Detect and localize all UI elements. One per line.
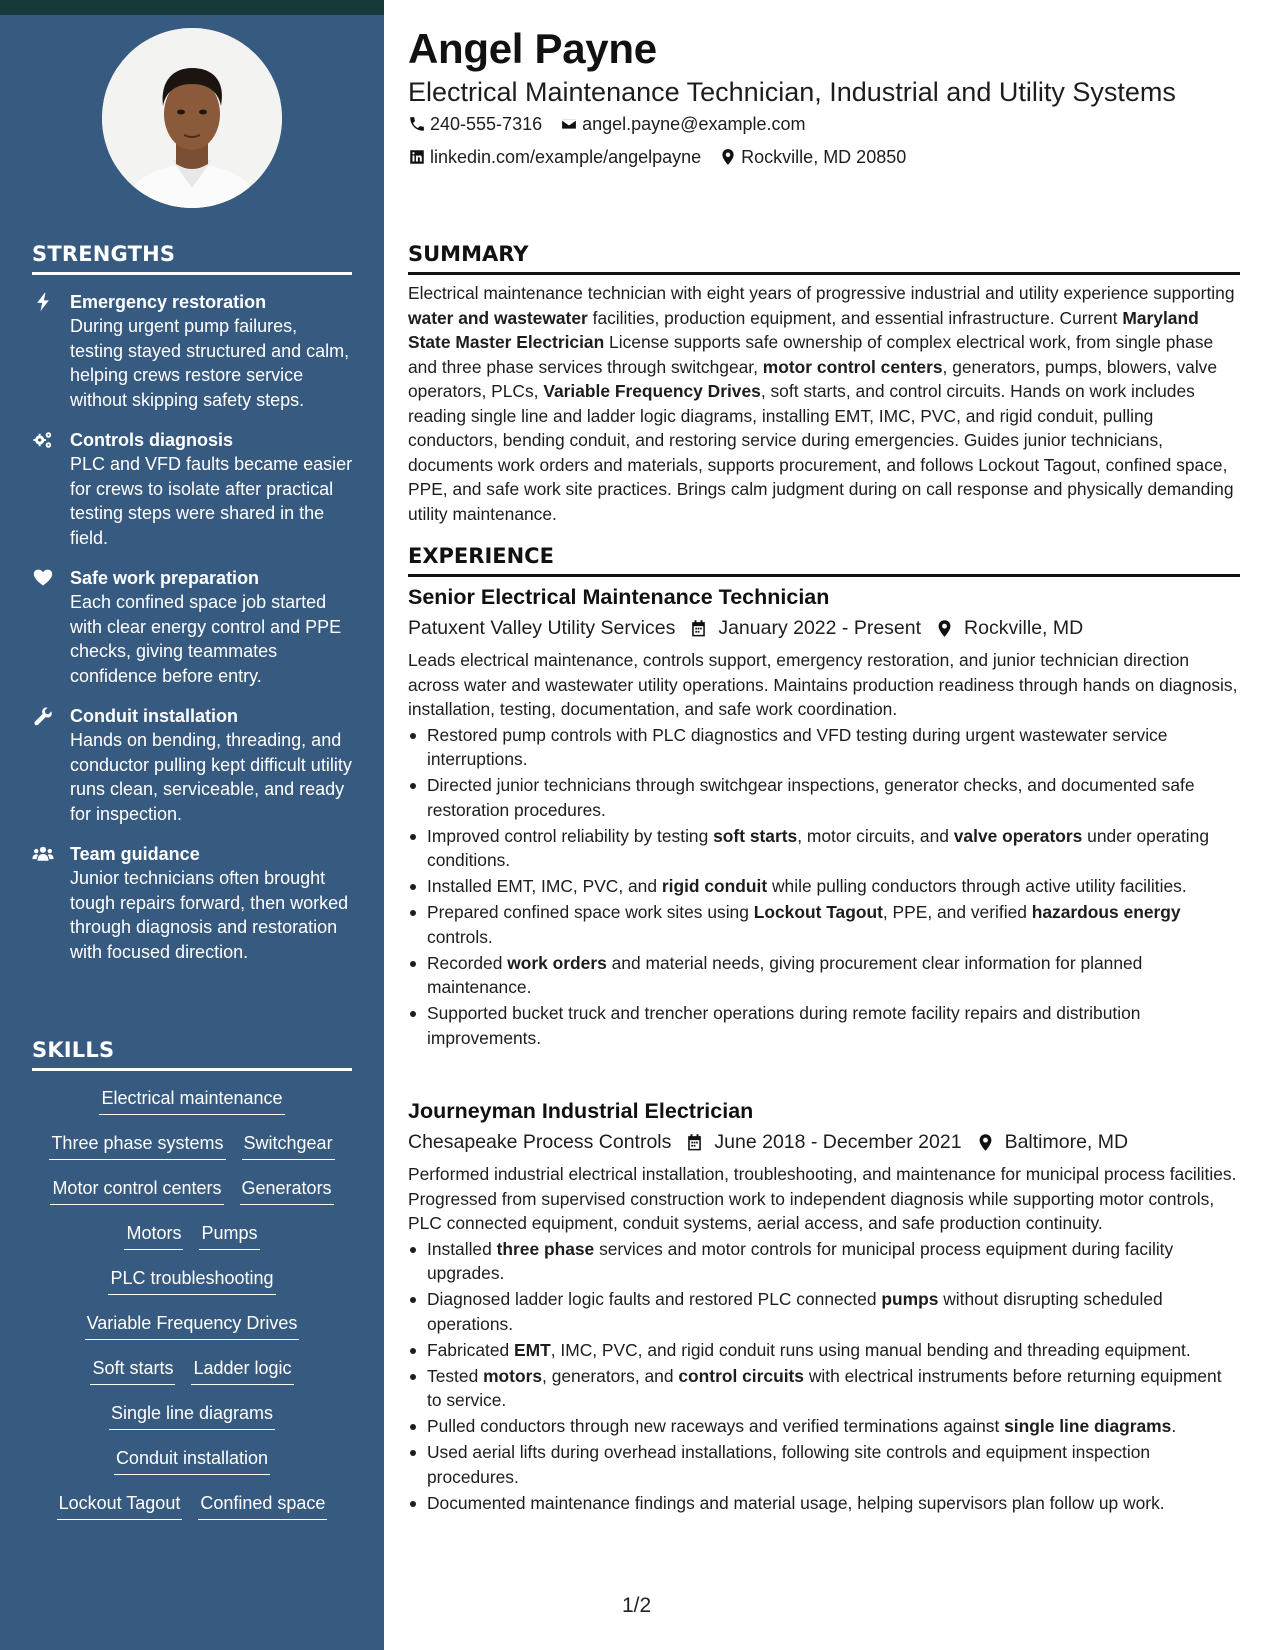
- bolt-icon: [32, 290, 70, 412]
- gears-icon: [32, 428, 70, 550]
- text-run: under operating conditions.: [427, 825, 1209, 870]
- strength-item: [32, 704, 354, 826]
- linkedin-url: linkedin.com/example/angelpayne: [430, 147, 702, 167]
- bold-text: Variable Frequency Drives: [543, 381, 761, 401]
- text-run: with electrical instruments before returning equipment to service.: [427, 1365, 1222, 1410]
- bold-text: hazardous energy: [1031, 902, 1181, 922]
- bullet-item: [408, 1287, 1240, 1336]
- job-title: Journeyman Industrial Electrician: [408, 1099, 754, 1123]
- bullet-item: [408, 1491, 1240, 1516]
- strength-item: [32, 566, 354, 688]
- strength-item: [32, 290, 354, 412]
- bullet-item: [408, 1364, 1240, 1413]
- job-bullets: [408, 723, 1240, 1051]
- strength-item: [32, 842, 354, 964]
- bullet-item: [408, 773, 1240, 822]
- job-company: Chesapeake Process Controls: [408, 1131, 672, 1153]
- text-run: Diagnosed ladder logic faults and restored PLC connected: [427, 1289, 882, 1309]
- bold-text: control circuits: [678, 1365, 804, 1386]
- strength-description: Each confined space job started with clear energy control and PPE checks, giving teammates confidence before entry.: [70, 592, 342, 686]
- text-run: Restored pump controls with PLC diagnostics and VFD testing during urgent wastewater service interruptions.: [427, 724, 1168, 769]
- text-run: Fabricated: [427, 1339, 514, 1360]
- skill-tag: Three phase systems: [49, 1131, 225, 1160]
- bold-text: three phase: [496, 1238, 595, 1259]
- text-run: Electrical maintenance technician with eight years of progressive industrial and utility experience supporting: [408, 283, 1235, 303]
- linkedin-contact[interactable]: [408, 145, 701, 169]
- experience-heading: EXPERIENCE: [408, 544, 1240, 577]
- text-run: while pulling conductors through active utility facilities.: [767, 876, 1187, 896]
- bullet-item: [408, 1001, 1240, 1050]
- text-run: Directed junior technicians through switchgear inspections, generator checks, and documented safe restoration procedures.: [427, 775, 1195, 820]
- job-entry: [408, 583, 1240, 1052]
- map-pin-icon: [935, 619, 954, 638]
- job-title: Senior Electrical Maintenance Technician: [408, 585, 830, 609]
- text-run: without disrupting scheduled operations.: [427, 1289, 1163, 1334]
- skill-tag: Generators: [240, 1176, 334, 1205]
- map-pin-icon: [719, 148, 737, 166]
- calendar-icon: [685, 1133, 704, 1152]
- text-run: Recorded: [427, 952, 508, 973]
- bullet-item: [408, 951, 1240, 1000]
- job-meta: [408, 615, 1240, 641]
- bullet-item: [408, 874, 1240, 899]
- strength-title: Conduit installation: [70, 706, 238, 726]
- job-dates: January 2022 - Present: [718, 617, 922, 639]
- page-number: 1/2: [622, 1594, 652, 1617]
- bullet-item: [408, 1440, 1240, 1489]
- text-run: and material needs, giving procurement clear information for planned maintenance.: [427, 952, 1143, 997]
- skill-tag: Conduit installation: [114, 1446, 270, 1475]
- bullet-item: [408, 1338, 1240, 1363]
- text-run: controls.: [427, 926, 493, 947]
- job-dates: June 2018 - December 2021: [714, 1131, 962, 1153]
- map-pin-icon: [976, 1133, 995, 1152]
- phone-icon: [408, 115, 426, 133]
- profile-photo-image: [102, 28, 282, 208]
- strengths-heading: STRENGTHS: [32, 242, 352, 275]
- skill-tag: Variable Frequency Drives: [85, 1311, 300, 1340]
- skill-tag: Confined space: [198, 1491, 327, 1520]
- skill-tag: Soft starts: [90, 1356, 175, 1385]
- skill-tag: Pumps: [199, 1221, 259, 1250]
- bullet-item: [408, 723, 1240, 772]
- bold-text: Lockout Tagout: [753, 902, 883, 922]
- job-description: Performed industrial electrical installation, troubleshooting, and maintenance for municipal process facilities. Progressed from supervised construction work to independent diagnosis while supporting motor controls, PLC connected equipment, conduit systems, aerial access, and safe production continuity.: [408, 1164, 1237, 1233]
- skill-tag: Switchgear: [242, 1131, 335, 1160]
- text-run: Prepared confined space work sites using: [427, 902, 754, 922]
- text-run: Tested: [427, 1365, 484, 1386]
- text-run: Supported bucket truck and trencher operations during remote facility repairs and distribution improvements.: [427, 1003, 1141, 1048]
- strength-title: Controls diagnosis: [70, 430, 234, 450]
- heart-icon: [32, 566, 70, 688]
- strength-title: Team guidance: [70, 844, 200, 864]
- bullet-item: [408, 1414, 1240, 1439]
- text-run: .: [1171, 1416, 1177, 1436]
- strength-description: PLC and VFD faults became easier for crews to isolate after practical testing steps were shared in the field.: [70, 454, 353, 548]
- job-company: Patuxent Valley Utility Services: [408, 617, 676, 639]
- contact-row: [408, 112, 806, 136]
- summary-heading: SUMMARY: [408, 242, 1240, 275]
- contact-row: [408, 145, 906, 169]
- calendar-icon: [689, 619, 708, 638]
- email-contact[interactable]: [560, 112, 805, 136]
- skill-tag: Ladder logic: [191, 1356, 293, 1385]
- text-run: , motor circuits, and: [797, 825, 954, 846]
- job-location: Rockville, MD: [964, 617, 1084, 639]
- text-run: License supports safe ownership of complex electrical work, from single phase and three phase services through switchgear,: [408, 332, 1214, 377]
- skill-tag: Electrical maintenance: [99, 1086, 284, 1115]
- bold-text: single line diagrams: [1004, 1416, 1172, 1436]
- strength-title: Emergency restoration: [70, 292, 267, 312]
- skill-tag: Motor control centers: [50, 1176, 223, 1205]
- skill-tag: Lockout Tagout: [57, 1491, 183, 1520]
- bullet-item: [408, 900, 1240, 949]
- text-run: facilities, production equipment, and essential infrastructure. Current: [587, 307, 1123, 328]
- skill-tag: Single line diagrams: [109, 1401, 275, 1430]
- skills-list: [20, 1086, 364, 1536]
- text-run: services and motor controls for municipal process equipment during facility upgrades.: [427, 1238, 1174, 1283]
- text-run: Improved control reliability by testing: [427, 825, 714, 846]
- bold-text: rigid conduit: [661, 876, 768, 896]
- text-run: Used aerial lifts during overhead installations, following site controls and equipment inspection procedures.: [427, 1442, 1151, 1487]
- text-run: , IMC, PVC, and rigid conduit runs using manual bending and threading equipment.: [550, 1339, 1191, 1360]
- job-location: Baltimore, MD: [1004, 1131, 1129, 1153]
- users-icon: [32, 842, 70, 964]
- strength-item: [32, 428, 354, 550]
- text-run: , generators, and: [542, 1365, 679, 1386]
- profile-photo: [102, 28, 282, 208]
- bold-text: motors: [483, 1365, 543, 1386]
- strength-description: Junior technicians often brought tough repairs forward, then worked through diagnosis and restoration with focused direction.: [70, 868, 349, 962]
- text-run: Installed EMT, IMC, PVC, and: [427, 876, 662, 896]
- location-text: Rockville, MD 20850: [741, 147, 907, 167]
- bullet-item: [408, 1237, 1240, 1286]
- job-description: Leads electrical maintenance, controls support, emergency restoration, and junior technician direction across water and wastewater utility operations. Maintains production readiness through hands on diagnosis, installation, testing, documentation, and safe work coordination.: [408, 650, 1238, 719]
- phone-number: 240-555-7316: [430, 114, 543, 134]
- bold-text: pumps: [881, 1289, 939, 1309]
- text-run: Installed: [427, 1238, 497, 1259]
- strength-description: During urgent pump failures, testing stayed structured and calm, helping crews restore service without skipping safety steps.: [70, 316, 350, 410]
- linkedin-icon: [408, 148, 426, 166]
- job-meta: [408, 1129, 1240, 1155]
- bold-text: work orders: [507, 952, 607, 973]
- bold-text: soft starts: [713, 825, 798, 846]
- skill-tag: Motors: [124, 1221, 183, 1250]
- bold-text: water and wastewater: [408, 307, 588, 328]
- strength-description: Hands on bending, threading, and conductor pulling kept difficult utility runs clean, serviceable, and ready for inspection.: [70, 730, 352, 824]
- location-contact: [719, 145, 906, 169]
- phone-contact[interactable]: [408, 112, 542, 136]
- bold-text: EMT: [514, 1339, 551, 1360]
- strength-title: Safe work preparation: [70, 568, 260, 588]
- skill-tag: PLC troubleshooting: [108, 1266, 275, 1295]
- sidebar: [0, 0, 384, 1650]
- email-address: angel.payne@example.com: [582, 114, 806, 134]
- candidate-name: Angel Payne: [408, 25, 657, 72]
- job-entry: [408, 1097, 1240, 1517]
- skills-heading: SKILLS: [32, 1038, 352, 1071]
- text-run: Documented maintenance findings and material usage, helping supervisors plan follow up work.: [427, 1492, 1165, 1513]
- bullet-item: [408, 824, 1240, 873]
- text-run: , PPE, and verified: [882, 902, 1032, 922]
- text-run: , generators, pumps, blowers, valve operators, PLCs,: [408, 356, 1218, 401]
- strengths-list: [32, 290, 354, 980]
- bold-text: Maryland State Master Electrician: [408, 307, 1199, 352]
- text-run: , soft starts, and control circuits. Hands on work includes reading single line and ladder logic diagrams, installing EMT, IMC, PVC, and rigid conduit, pulling conductors, bending conduit, and restoring service during emergencies. Guides junior technicians, documents work orders and materials, supports procurement, and follows Lockout Tagout, confined space, PPE, and safe work site practices. Brings calm judgment during on call response and physically demanding utility maintenance.: [408, 381, 1234, 524]
- candidate-headline: Electrical Maintenance Technician, Industrial and Utility Systems: [408, 77, 1176, 107]
- sidebar-top-band: [0, 0, 384, 15]
- summary-paragraph: [408, 281, 1240, 526]
- envelope-icon: [560, 115, 578, 133]
- text-run: Pulled conductors through new raceways and verified terminations against: [427, 1416, 1005, 1436]
- bold-text: motor control centers: [762, 356, 943, 377]
- job-bullets: [408, 1237, 1240, 1516]
- bold-text: valve operators: [953, 825, 1083, 846]
- wrench-icon: [32, 704, 70, 826]
